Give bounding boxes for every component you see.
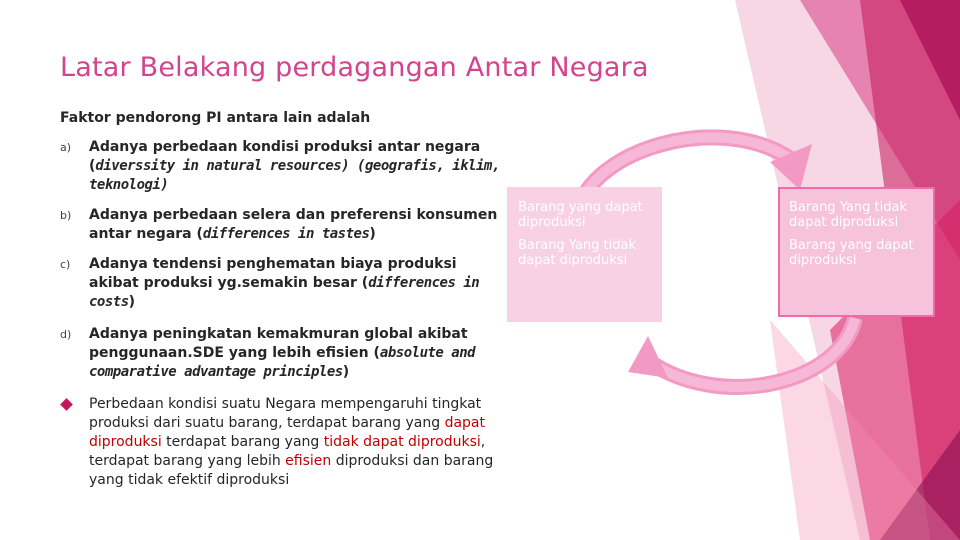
item-text: Adanya peningkatan kemakmuran global akibat penggunaan.SDE yang lebih efisien ( (89, 326, 468, 361)
box-entry: Barang Yang tidak dapat diproduksi (789, 200, 908, 230)
bullet-paragraph (60, 395, 500, 490)
item-after: ) (342, 364, 350, 380)
list-marker: a) (60, 141, 72, 154)
box-entry: Barang Yang tidak dapat diproduksi (518, 238, 637, 268)
list-item (60, 138, 500, 195)
list-item (60, 255, 500, 312)
highlight-text: efisien (285, 453, 332, 469)
highlight-text: tidak dapat diproduksi (323, 434, 481, 450)
item-italic: differences in tastes (202, 226, 370, 242)
item-italic: absolute and comparative advantage principles (89, 345, 476, 380)
list-item (60, 206, 500, 244)
box-entry: Barang yang dapat diproduksi (518, 200, 643, 230)
list-item (60, 325, 500, 382)
factor-list (60, 138, 500, 490)
item-after: ) (369, 226, 376, 242)
goods-box-left (507, 187, 662, 322)
box-entry: Barang yang dapat diproduksi (789, 238, 914, 268)
subtitle: Faktor pendorong PI antara lain adalah (60, 110, 371, 126)
arrow-head (628, 336, 668, 378)
list-marker: c) (60, 258, 71, 271)
list-marker: d) (60, 328, 72, 341)
bullet-text: , terdapat barang yang lebih (89, 434, 486, 469)
bullet-text: diproduksi dan barang yang tidak efektif diproduksi (89, 453, 494, 488)
item-italic: diverssity in natural resources) (geografis, iklim, teknologi) (89, 158, 500, 193)
page-title: Latar Belakang perdagangan Antar Negara (60, 52, 649, 83)
bullet-text: Perbedaan kondisi suatu Negara mempengaruhi tingkat produksi dari suatu barang, terdapat barang yang (89, 396, 482, 431)
item-italic: differences in costs (89, 275, 480, 310)
goods-box-right (778, 187, 935, 317)
item-after: ) (128, 294, 136, 310)
item-text: Adanya perbedaan selera dan preferensi konsumen antar negara ( (89, 207, 498, 242)
diamond-bullet-icon (60, 398, 73, 411)
item-text: Adanya perbedaan kondisi produksi antar negara ( (89, 139, 481, 174)
bullet-text: terdapat barang yang (161, 434, 324, 450)
highlight-text: dapat diproduksi (89, 415, 485, 450)
item-text: Adanya tendensi penghematan biaya produksi akibat produksi yg.semakin besar ( (89, 256, 457, 291)
list-marker: b) (60, 209, 72, 222)
